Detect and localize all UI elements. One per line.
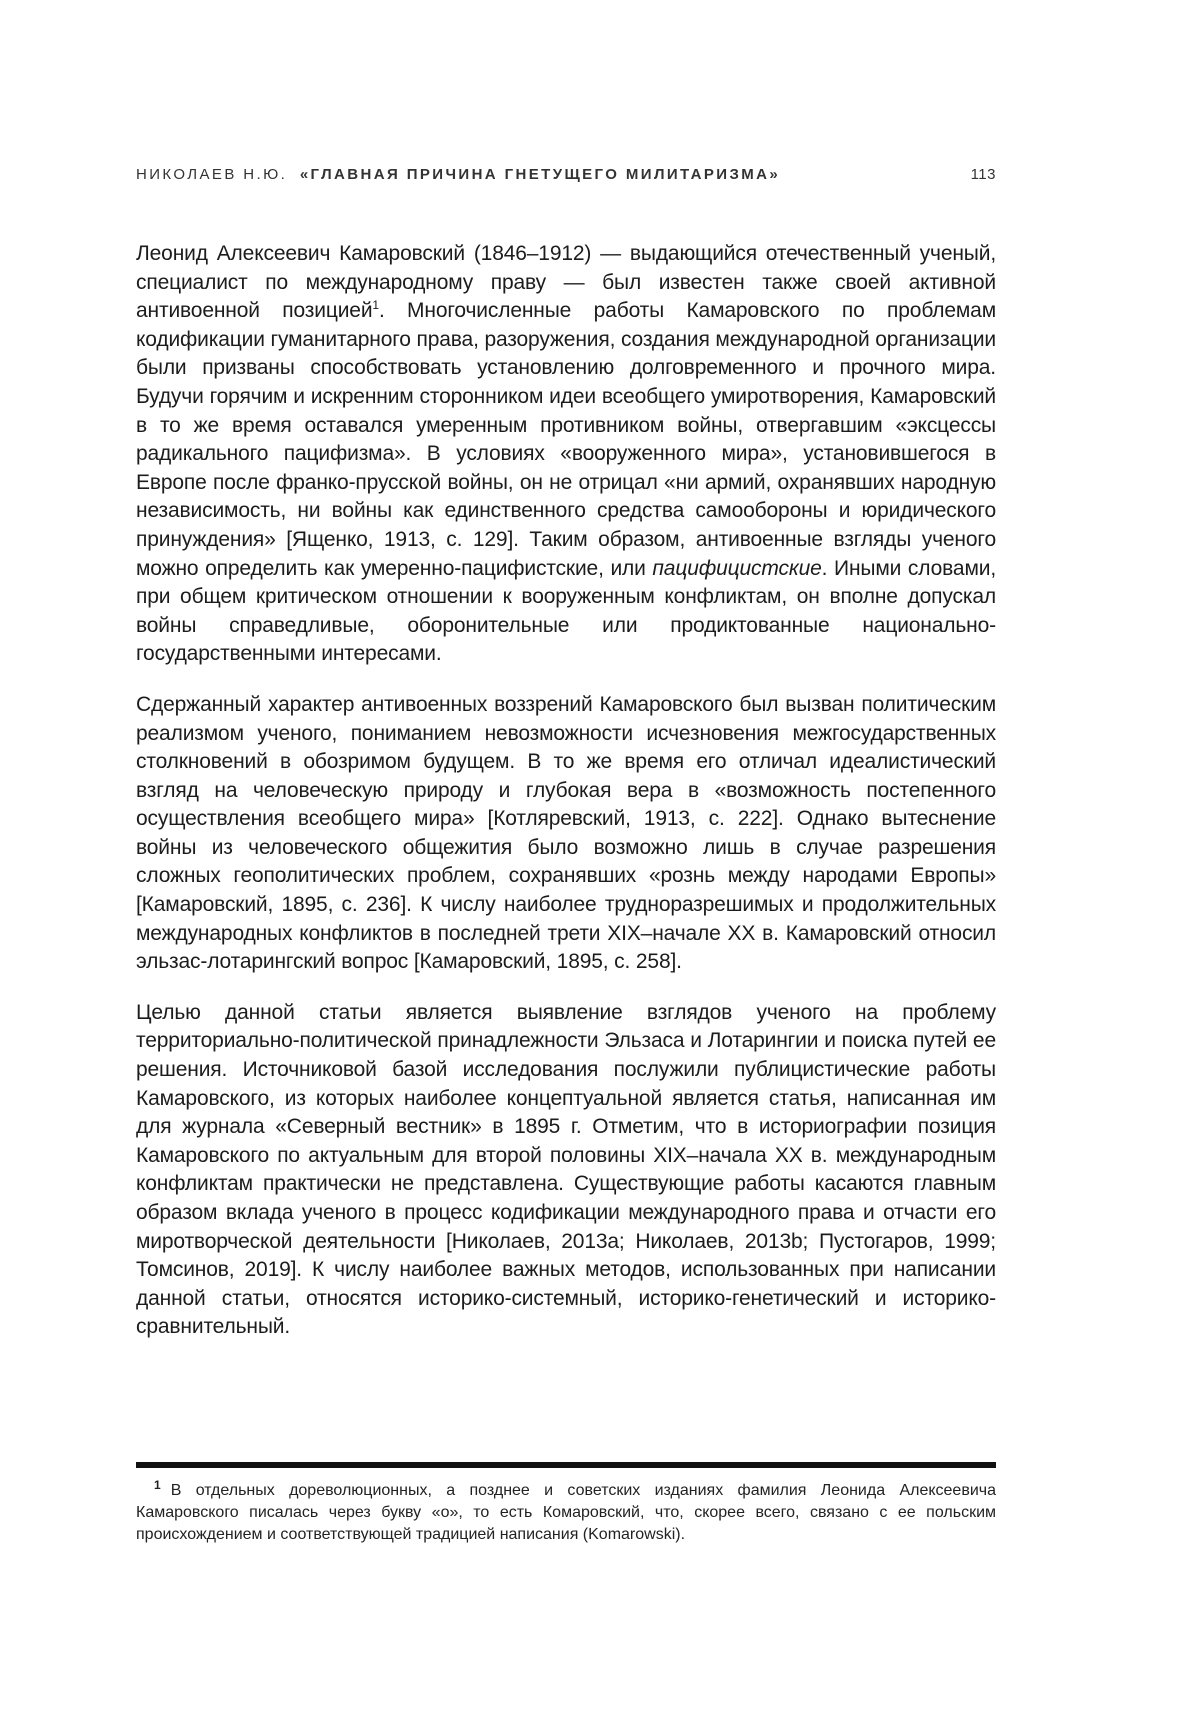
footnote-text: В отдельных дореволюционных, а позднее и советских изданиях фамилия Леонида Алексеевича Камаровского писалась через букву «о», то есть Комаровский, что, скорее всего, связано с ее польским происхождением и соответствующей традицией написания (Komarowski). [136,1482,996,1543]
paragraph-2: Сдержанный характер антивоенных воззрений Камаровского был вызван политическим реализмом ученого, пониманием невозможности исчезновения межгосударственных столкновений в обозримом будущем. В то же время его отличал идеалистический взгляд на человеческую природу и глубокая вера в «возможность постепенного осуществления всеобщего мира» [Котляревский, 1913, с. 222]. Однако вытеснение войны из человеческого общежития было возможно лишь в случае разрешения сложных геополитических проблем, сохранявших «рознь между народами Европы» [Камаровский, 1895, с. 236]. К числу наиболее трудноразрешимых и продолжительных международных конфликтов в последней трети XIX–начале XX в. Камаровский относил эльзас-лотарингский вопрос [Камаровский, 1895, с. 258]. [136,692,996,974]
footnote-divider [136,1462,996,1468]
paragraph-3: Целью данной статьи является выявление взглядов ученого на проблему территориально-политической принадлежности Эльзаса и Лотарингии и поиска путей ее решения. Источниковой базой исследования послужили публицистические работы Камаровского, из которых наиболее концептуальной является статья, написанная им для журнала «Северный вестник» в 1895 г. Отметим, что в историографии позиция Камаровского по актуальным для второй половины XIX–начала XX в. международным конфликтам практически не представлена. Существующие работы касаются главным образом вклада ученого в процесс кодификации международного права и отчасти его миротворческой деятельности [Николаев, 2013a; Николаев, 2013b; Пустогаров, 1999; Томсинов, 2019]. К числу наиболее важных методов, использованных при написании данной статьи, относятся историко-системный, историко-генетический и историко-сравнительный. [136,1000,996,1339]
footnote [136,1477,996,1546]
paragraph-1-part-1: Леонид Алексеевич Камаровский (1846–1912) — выдающийся отечественный ученый, специалист по международному праву — был известен также своей активной антивоенной позицией [136,242,996,323]
paragraph-1-part-2: . Многочисленные работы Камаровского по проблемам кодификации гуманитарного права, разоружения, создания международной организации были призваны способствовать установлению долговременного и прочного мира. Будучи горячим и искренним сторонником идеи всеобщего умиротворения, Камаровский в то же время оставался умеренным противником войны, отвергавшим «эксцессы радикального пацифизма». В условиях «вооруженного мира», установившегося в Европе после франко-прусской войны, он не отрицал «ни армий, охранявших народную независимость, ни войны как единственного средства самообороны и юридического принуждения» [Ященко, 1913, с. 129]. Таким образом, антивоенные взгляды ученого можно определить как умеренно-пацифистские, или [136,299,996,580]
footnote-mark: 1 [154,1477,161,1492]
paragraph-1-italic-term: пацифицистские [652,556,822,580]
page-number: 113 [970,166,996,183]
article-body [136,240,996,1364]
running-header [136,166,996,186]
header-author: НИКОЛАЕВ Н.Ю. [136,166,288,183]
paragraph-1-part-3: . Иными словами, при общем критическом отношении к вооруженным конфликтам, он вполне допускал войны справедливые, оборонительные или продиктованные национально-государственными интересами. [136,556,997,666]
page [136,0,996,1714]
header-title: «ГЛАВНАЯ ПРИЧИНА ГНЕТУЩЕГО МИЛИТАРИЗМА» [299,166,781,183]
footnote-reference[interactable]: 1 [372,298,379,313]
paragraph-1 [136,240,996,669]
